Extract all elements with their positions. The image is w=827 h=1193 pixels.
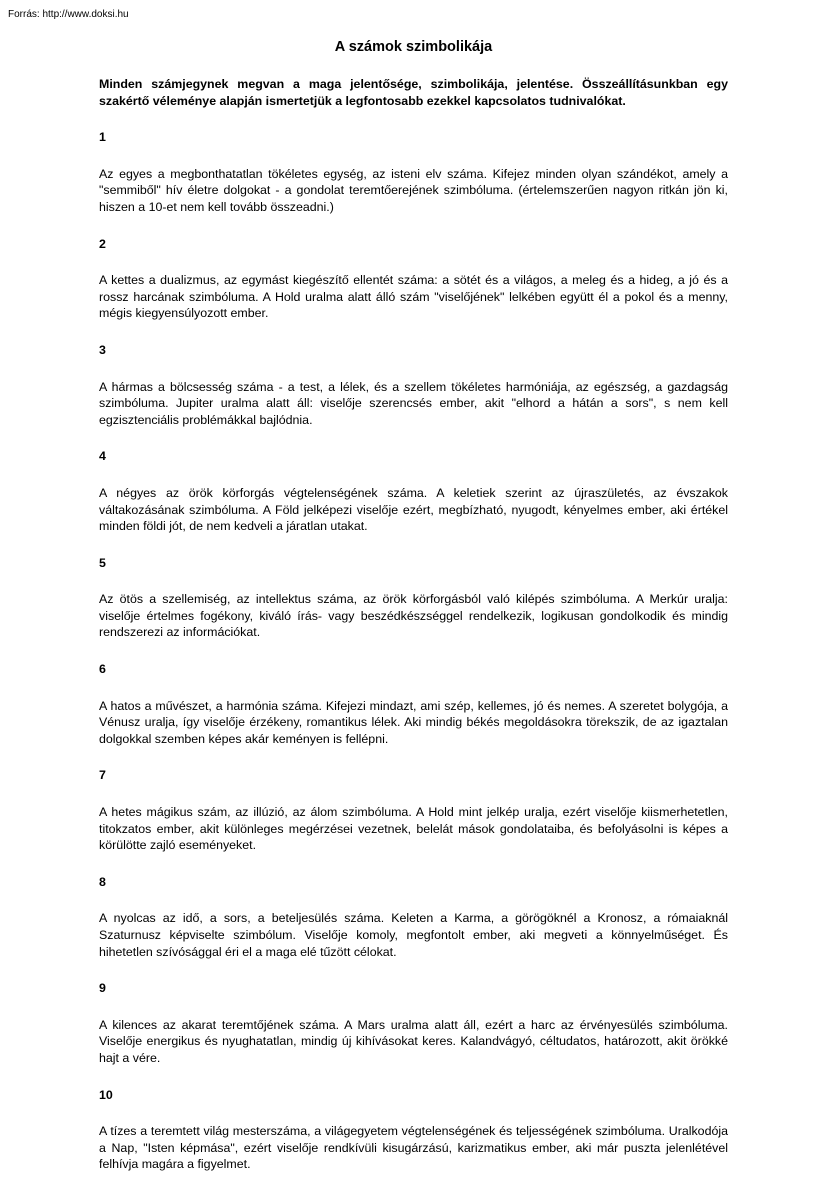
section-number-6: 6: [99, 662, 106, 677]
section-text-9: A kilences az akarat teremtőjének száma. A Mars uralma alatt áll, ezért a harc az érvényesülés szimbóluma. Viselője energikus és nyughatatlan, mindig új kihívásokat keres. Kalandvágyó, céltudatos, határozott, akit örökké hajt a vére.: [99, 1017, 728, 1065]
section-number-9: 9: [99, 981, 106, 996]
section-text-2: A kettes a dualizmus, az egymást kiegészítő ellentét száma: a sötét és a világos, a meleg és a hideg, a jó és a rossz harcának szimbóluma. A Hold uralma alatt álló szám "viselőjének" lelkében együtt él a pokol és a menny, mégis kiegyensúlyozott ember.: [99, 273, 728, 321]
section-text-8: A nyolcas az idő, a sors, a beteljesülés száma. Keleten a Karma, a görögöknél a Kronosz, a rómaiaknál Szaturnusz képviselte szimbólum. Viselője komoly, megfontolt ember, aki megveti a könnyelműséget. És hihetetlen szívósággal éri el a maga elé tűzött célokat.: [99, 911, 728, 959]
section-text-3: A hármas a bölcsesség száma - a test, a lélek, és a szellem tökéletes harmóniája, az egészség, a gazdagság szimbóluma. Jupiter uralma alatt áll: viselője szerencsés ember, akit "elhord a hátán a sors", s nem kell egzisztenciális problémákkal bajlódnia.: [99, 379, 728, 427]
intro-paragraph: Minden számjegynek megvan a maga jelentősége, szimbolikája, jelentése. Összeállításunkban egy szakértő véleménye alapján ismertetjük a legfontosabb ezekkel kapcsolatos tudnivalókat.: [99, 77, 728, 108]
section-number-8: 8: [99, 874, 106, 889]
page-title: A számok szimbolikája: [334, 39, 493, 55]
section-number-5: 5: [99, 555, 106, 570]
section-number-2: 2: [99, 236, 106, 251]
source-label: Forrás: http://www.doksi.hu: [8, 9, 129, 20]
document-content: [99, 76, 728, 1193]
section-number-7: 7: [99, 768, 106, 783]
section-number-10: 10: [99, 1087, 113, 1102]
section-number-3: 3: [99, 342, 106, 357]
section-text-6: A hatos a művészet, a harmónia száma. Kifejezi mindazt, ami szép, kellemes, jó és nemes. A szeretet bolygója, a Vénusz uralja, így viselője érzékeny, romantikus lélek. Aki mindig békés megoldásokra törekszik, de az igaztalan dolgokkal szemben képes akár keményen is fellépni.: [99, 698, 728, 746]
section-text-4: A négyes az örök körforgás végtelenségének száma. A keletiek szerint az újraszületés, az évszakok váltakozásának szimbóluma. A Föld jelképezi viselője ezért, megbízható, nyugodt, kényelmes ember, aki értékel minden földi jót, de nem kedveli a járatlan utakat.: [99, 485, 728, 534]
section-number-1: 1: [99, 130, 106, 145]
section-text-7: A hetes mágikus szám, az illúzió, az álom szimbóluma. A Hold mint jelkép uralja, ezért viselője kiismerhetetlen, titokzatos ember, akit különleges megérzései vezetnek, belelát mások gondolataiba, és befolyásolni is képes a körülötte zajló eseményeket.: [99, 805, 728, 853]
section-text-10: A tízes a teremtett világ mesterszáma, a világegyetem végtelenségének és teljességének szimbóluma. Uralkodója a Nap, "Isten képmása", ezért viselője rendkívüli kisugárzású, karizmatikus ember, aki már puszta jelenlétével felhívja magára a figyelmet.: [99, 1124, 728, 1172]
section-text-1: Az egyes a megbonthatatlan tökéletes egység, az isteni elv száma. Kifejez minden olyan szándékot, amely a "semmiből" hív életre dolgokat - a gondolat teremtőerejének szimbóluma. (értelemszerűen nagyon ritkán jön ki, hiszen a 10-et nem kell tovább összeadni.): [99, 166, 728, 214]
section-text-5: Az ötös a szellemiség, az intellektus száma, az örök körforgásból való kilépés szimbóluma. A Merkúr uralja: viselője értelmes fogékony, kiváló írás- vagy beszédkészséggel rendelkezik, logikusan gondolkodik és mindig rendszerezi az információkat.: [99, 592, 728, 640]
section-number-4: 4: [99, 449, 106, 464]
